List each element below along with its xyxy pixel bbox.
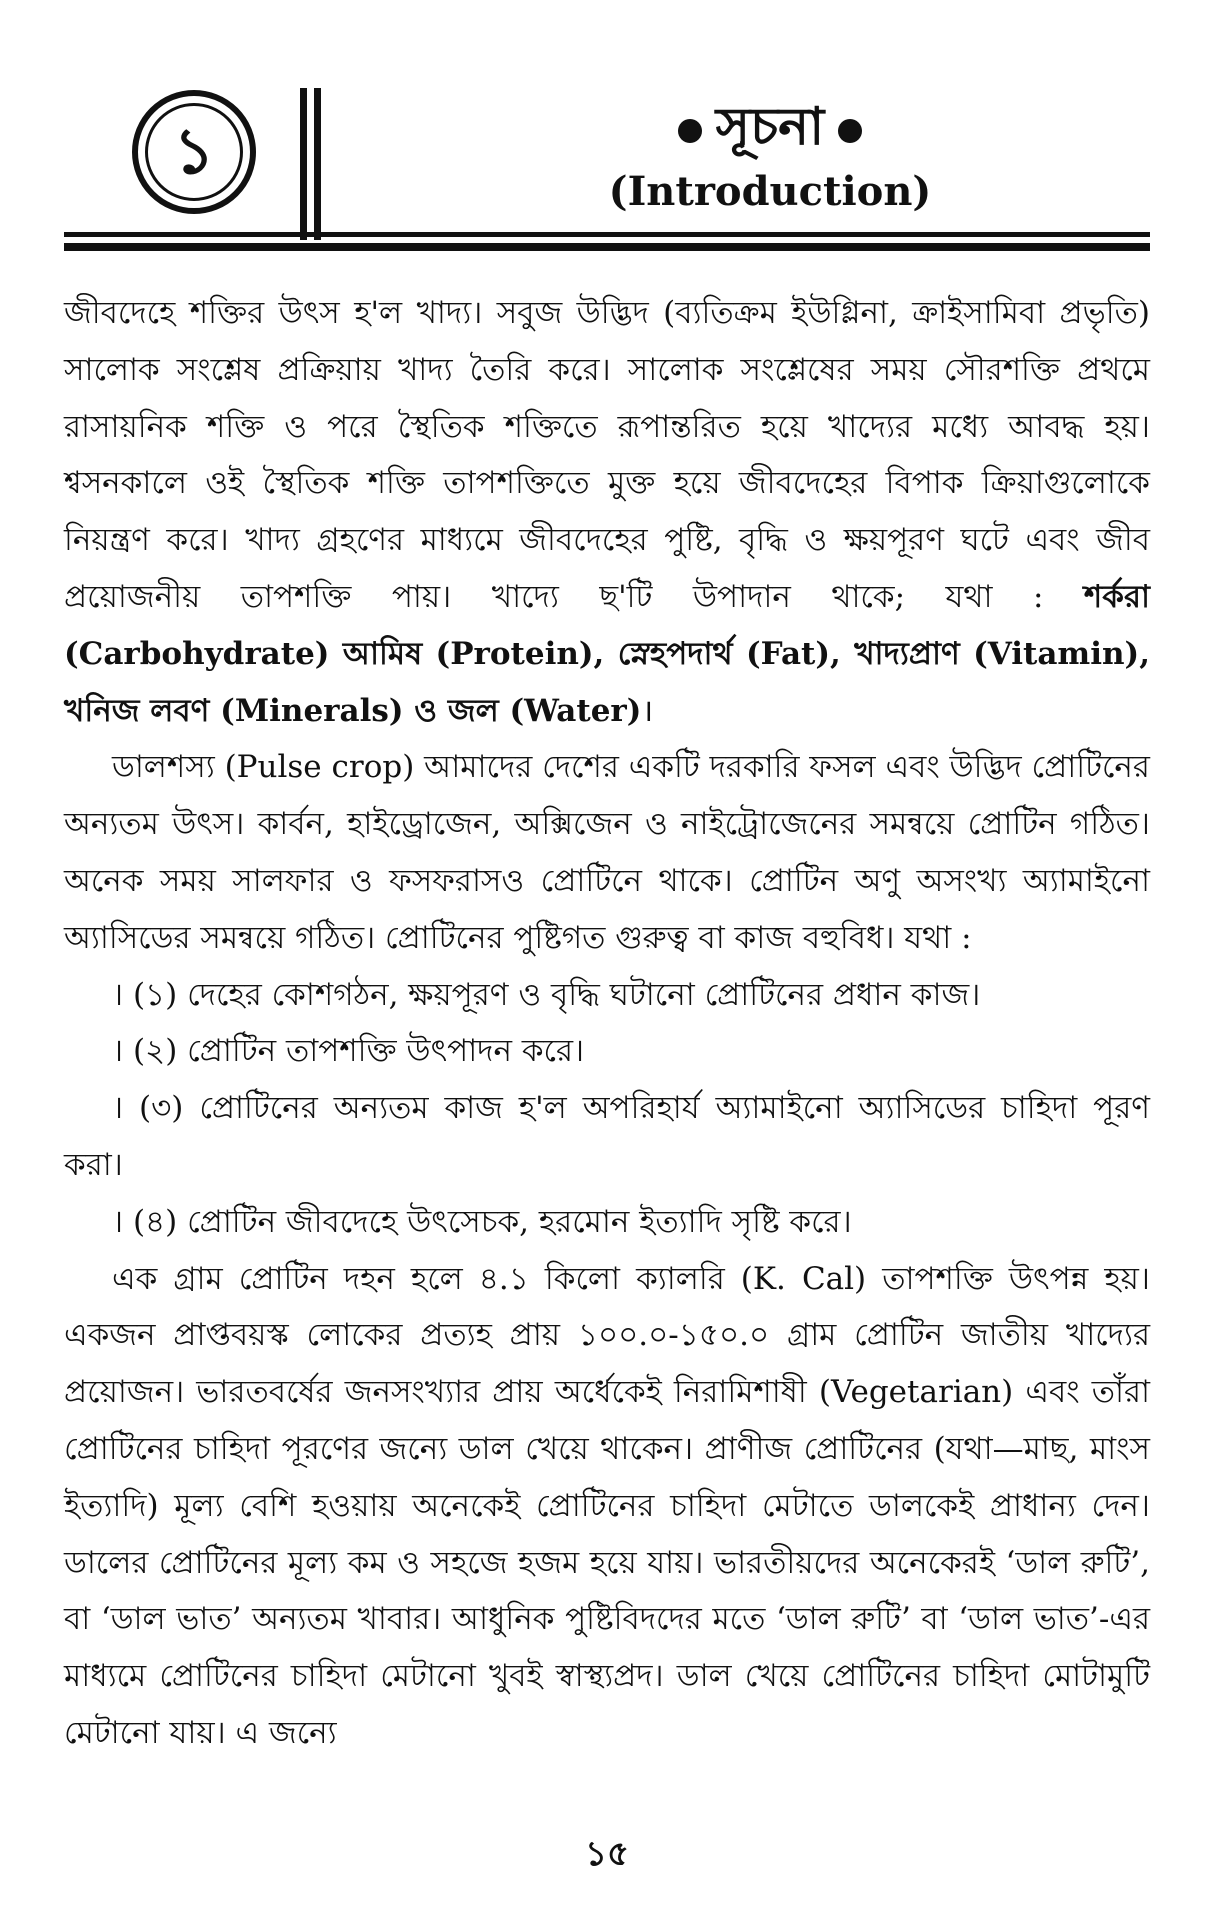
header-divider-bar — [300, 88, 307, 240]
chapter-title — [560, 96, 980, 158]
bullet-dot-icon — [678, 119, 702, 143]
chapter-number-badge — [132, 90, 256, 214]
nutrient-list-bold: শর্করা (Carbohydrate) আমিষ (Protein), স্নেহপদার্থ (Fat), খাদ্যপ্রাণ (Vitamin), খনিজ লবণ (Minerals) ও জল (Water) — [64, 578, 1150, 729]
header-rule-thin — [64, 232, 1150, 237]
page-number: ১৫ — [584, 1834, 630, 1874]
chapter-subtitle: (Introduction) — [608, 168, 932, 215]
list-item: । (৪) প্রোটিন জীবদেহে উৎসেচক, হরমোন ইত্যাদি সৃষ্টি করে। — [112, 1203, 852, 1240]
paragraph-pulse-protein: ডালশস্য (Pulse crop) আমাদের দেশের একটি দরকারি ফসল এবং উদ্ভিদ প্রোটিনের অন্যতম উৎস। কার্বন, হাইড্রোজেন, অক্সিজেন ও নাইট্রোজেনের সমন্বয়ে প্রোটিন গঠিত। অনেক সময় সালফার ও ফসফরাসও প্রোটিনে থাকে। প্রোটিন অণু অসংখ্য অ্যামাইনো অ্যাসিডের সমন্বয়ে গঠিত। প্রোটিনের পুষ্টিগত গুরুত্ব বা কাজ বহুবিধ। যথা : — [64, 749, 1150, 956]
chapter-title-text: সূচনা — [715, 96, 825, 157]
body-text — [64, 285, 1150, 1762]
paragraph-food-energy: জীবদেহে শক্তির উৎস হ'ল খাদ্য। সবুজ উদ্ভিদ (ব্যতিক্রম ইউগ্লিনা, ক্রাইসামিবা প্রভৃতি) সালোক সংশ্লেষ প্রক্রিয়ায় খাদ্য তৈরি করে। সালোক সংশ্লেষের সময় সৌরশক্তি প্রথমে রাসায়নিক শক্তি ও পরে স্থৈতিক শক্তিতে রূপান্তরিত হয়ে খাদ্যের মধ্যে আবদ্ধ হয়। শ্বসনকালে ওই স্থৈতিক শক্তি তাপশক্তিতে মুক্ত হয়ে জীবদেহের বিপাক ক্রিয়াগুলোকে নিয়ন্ত্রণ করে। খাদ্য গ্রহণের মাধ্যমে জীবদেহের পুষ্টি, বৃদ্ধি ও ক্ষয়পূরণ ঘটে এবং জীব প্রয়োজনীয় তাপশক্তি পায়। খাদ্যে ছ'টি উপাদান থাকে; যথা : শর্করা (Carbohydrate) আমিষ (Protein), স্নেহপদার্থ (Fat), খাদ্যপ্রাণ (Vitamin), খনিজ লবণ (Minerals) ও জল (Water)। — [64, 295, 1150, 729]
list-item: । (৩) প্রোটিনের অন্যতম কাজ হ'ল অপরিহার্য অ্যামাইনো অ্যাসিডের চাহিদা পূরণ করা। — [64, 1090, 1150, 1183]
list-item: । (২) প্রোটিন তাপশক্তি উৎপাদন করে। — [112, 1033, 585, 1070]
chapter-number: ১ — [145, 103, 243, 201]
list-item: । (১) দেহের কোশগঠন, ক্ষয়পূরণ ও বৃদ্ধি ঘটানো প্রোটিনের প্রধান কাজ। — [112, 976, 981, 1013]
paragraph-protein-requirement: এক গ্রাম প্রোটিন দহন হলে ৪.১ কিলো ক্যালরি (K. Cal) তাপশক্তি উৎপন্ন হয়। একজন প্রাপ্তবয়স্ক লোকের প্রত্যহ প্রায় ১০০.০-১৫০.০ গ্রাম প্রোটিন জাতীয় খাদ্যের প্রয়োজন। ভারতবর্ষের জনসংখ্যার প্রায় অর্ধেকেই নিরামিশাষী (Vegetarian) এবং তাঁরা প্রোটিনের চাহিদা পূরণের জন্যে ডাল খেয়ে থাকেন। প্রাণীজ প্রোটিনের (যথা—মাছ, মাংস ইত্যাদি) মূল্য বেশি হওয়ায় অনেকেই প্রোটিনের চাহিদা মেটাতে ডালকেই প্রাধান্য দেন। ডালের প্রোটিনের মূল্য কম ও সহজে হজম হয়ে যায়। ভারতীয়দের অনেকেরই ‘ডাল রুটি’, বা ‘ডাল ভাত’ অন্যতম খাবার। আধুনিক পুষ্টিবিদদের মতে ‘ডাল রুটি’ বা ‘ডাল ভাত’-এর মাধ্যমে প্রোটিনের চাহিদা মেটানো খুবই স্বাস্থ্যপ্রদ। ডাল খেয়ে প্রোটিনের চাহিদা মোটামুটি মেটানো যায়। এ জন্যে — [64, 1260, 1150, 1751]
header-divider-bar — [314, 88, 321, 240]
bullet-dot-icon — [838, 119, 862, 143]
header-rule-thick — [64, 243, 1150, 251]
